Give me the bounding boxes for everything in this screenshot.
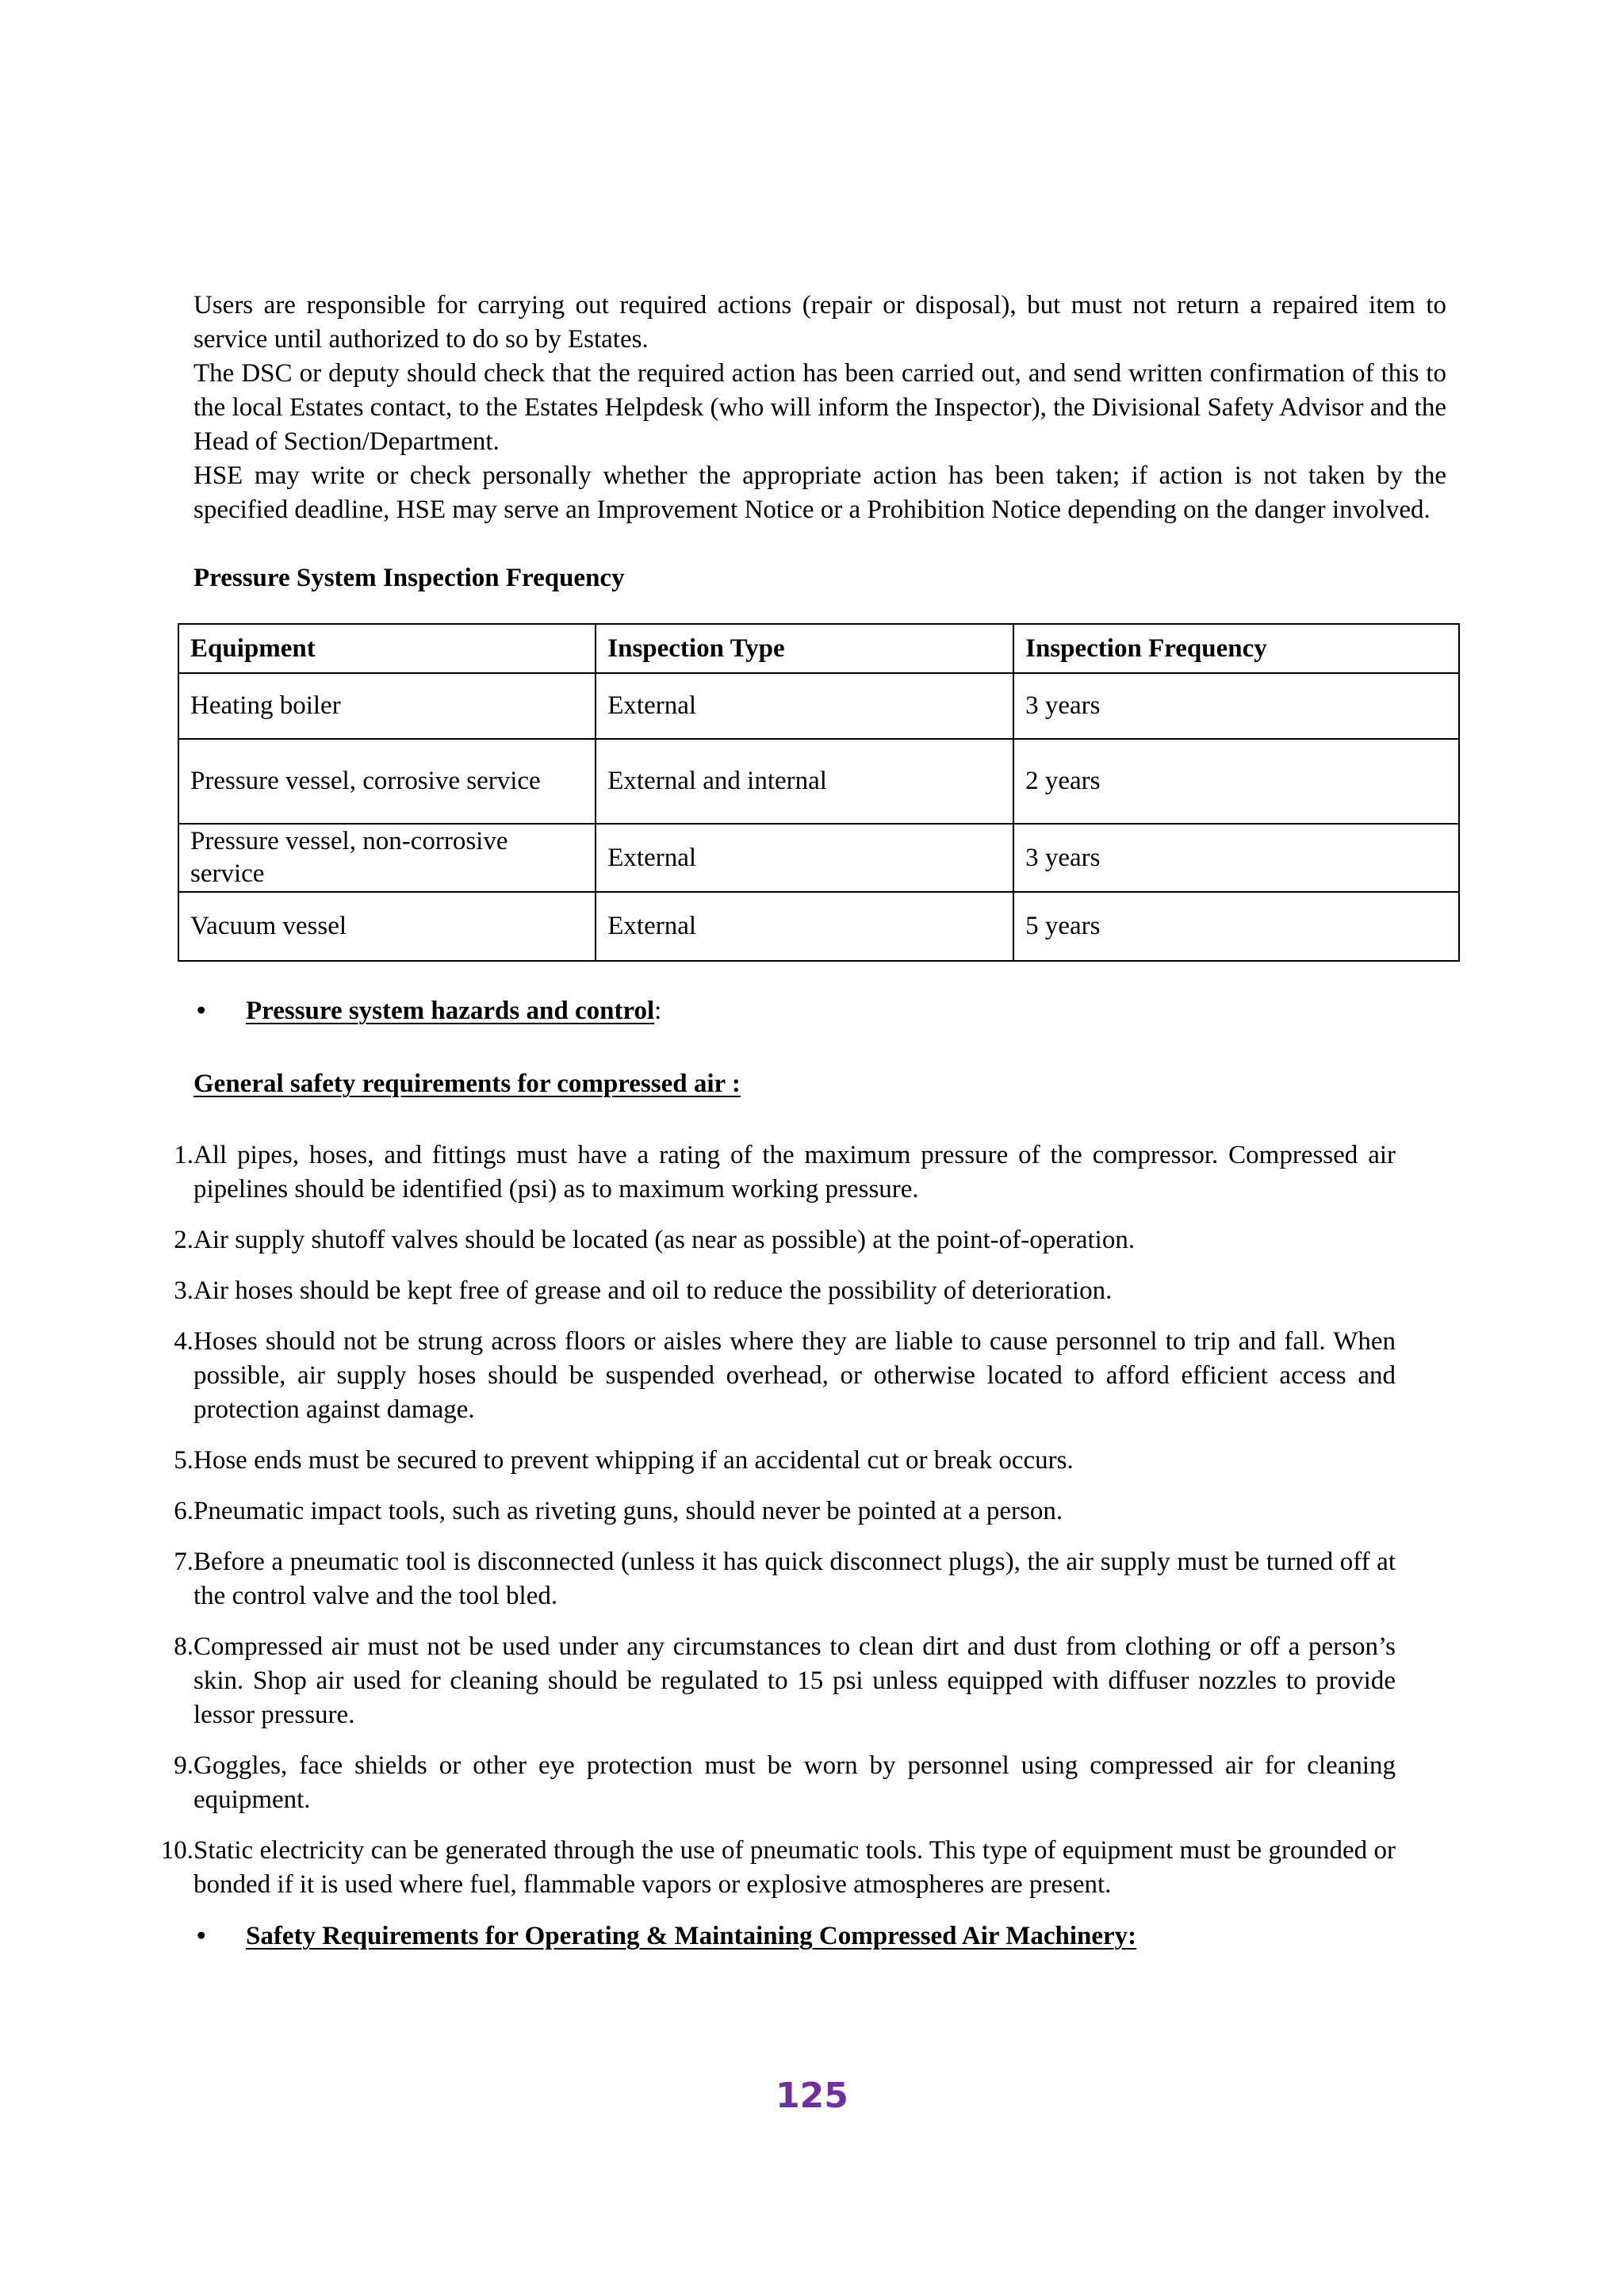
list-text: Hoses should not be strung across floors or aisles where they are liable to cause personnel to trip and fall. When possible, air supply hoses should be suspended overhead, or otherwise located to afford efficient access and protection against damage. [193, 1327, 1396, 1424]
section-title: Pressure system hazards and control [246, 997, 655, 1025]
table-cell: External and internal [596, 739, 1013, 824]
list-text: All pipes, hoses, and fittings must have a rating of the maximum pressure of the compressor. Compressed air pipelines should be identified (psi) as to maximum working pressure. [193, 1141, 1396, 1203]
list-text: Goggles, face shields or other eye protection must be worn by personnel using compressed air for cleaning equipment. [193, 1751, 1396, 1814]
bullet-icon: • [197, 1922, 206, 1950]
list-text: Air hoses should be kept free of grease and oil to reduce the possibility of deterioration. [193, 1276, 1113, 1305]
table-cell: Vacuum vessel [178, 892, 596, 961]
inspection-frequency-table [178, 623, 1460, 962]
intro-paragraph-2: The DSC or deputy should check that the required action has been carried out, and send written confirmation of this to the local Estates contact, to the Estates Helpdesk (who will inform the Inspector), the Divisional Safety Advisor and the Head of Section/Department. [193, 359, 1446, 456]
table-cell: Heating boiler [178, 673, 596, 739]
table-row [178, 739, 1459, 824]
list-text: Pneumatic impact tools, such as riveting guns, should never be pointed at a person. [193, 1497, 1063, 1525]
table-cell: Pressure vessel, non-corrosive service [178, 824, 596, 892]
list-number: 2. [174, 1226, 193, 1254]
section-heading-machinery [197, 1919, 1137, 1954]
intro-paragraph-3: HSE may write or check personally whether the appropriate action has been taken; if action is not taken by the specified deadline, HSE may serve an Improvement Notice or a Prohibition Notice depending on the danger involved. [193, 461, 1446, 524]
table-header-row [178, 624, 1459, 673]
table-header-cell: Inspection Type [596, 624, 1013, 673]
section-title-suffix: : [654, 997, 662, 1025]
list-number: 5. [174, 1446, 193, 1475]
table-header-cell: Equipment [178, 624, 596, 673]
list-number: 4. [174, 1327, 193, 1356]
table-header-cell: Inspection Frequency [1013, 624, 1459, 673]
list-number: 3. [174, 1276, 193, 1305]
table-row [178, 892, 1459, 961]
table-row [178, 673, 1459, 739]
list-number: 6. [174, 1497, 193, 1525]
section-title: Safety Requirements for Operating & Maintaining Compressed Air Machinery: [246, 1922, 1137, 1950]
intro-paragraph-1: Users are responsible for carrying out required actions (repair or disposal), but must not return a repaired item to service until authorized to do so by Estates. [193, 291, 1446, 354]
list-text: Static electricity can be generated through the use of pneumatic tools. This type of equipment must be grounded or bonded if it is used where fuel, flammable vapors or explosive atmospheres are present. [193, 1836, 1396, 1899]
list-text: Hose ends must be secured to prevent whipping if an accidental cut or break occurs. [193, 1446, 1074, 1475]
list-number: 10. [160, 1836, 193, 1865]
table-cell: 5 years [1013, 892, 1459, 961]
table-cell: External [596, 673, 1013, 739]
table-cell: 3 years [1013, 824, 1459, 892]
section-heading-hazards [197, 994, 662, 1028]
table-cell: External [596, 892, 1013, 961]
list-number: 7. [174, 1548, 193, 1576]
subheading-compressed-air: General safety requirements for compressed air : [193, 1070, 741, 1098]
page-number: 125 [776, 2076, 848, 2116]
list-text: Compressed air must not be used under any circumstances to clean dirt and dust from clothing or off a person’s skin. Shop air used for cleaning should be regulated to 15 psi unless equipped with diffuser nozzles to provide lessor pressure. [193, 1632, 1396, 1729]
list-number: 1. [174, 1141, 193, 1169]
table-row [178, 824, 1459, 892]
table-cell: Pressure vessel, corrosive service [178, 739, 596, 824]
list-text: Air supply shutoff valves should be located (as near as possible) at the point-of-operation. [193, 1226, 1136, 1254]
table-cell: 3 years [1013, 673, 1459, 739]
bullet-icon: • [197, 997, 206, 1025]
table-cell: 2 years [1013, 739, 1459, 824]
table-heading: Pressure System Inspection Frequency [193, 564, 625, 592]
list-text: Before a pneumatic tool is disconnected (unless it has quick disconnect plugs), the air supply must be turned off at the control valve and the tool bled. [193, 1548, 1396, 1610]
list-number: 8. [174, 1632, 193, 1661]
table-cell: External [596, 824, 1013, 892]
list-number: 9. [174, 1751, 193, 1780]
